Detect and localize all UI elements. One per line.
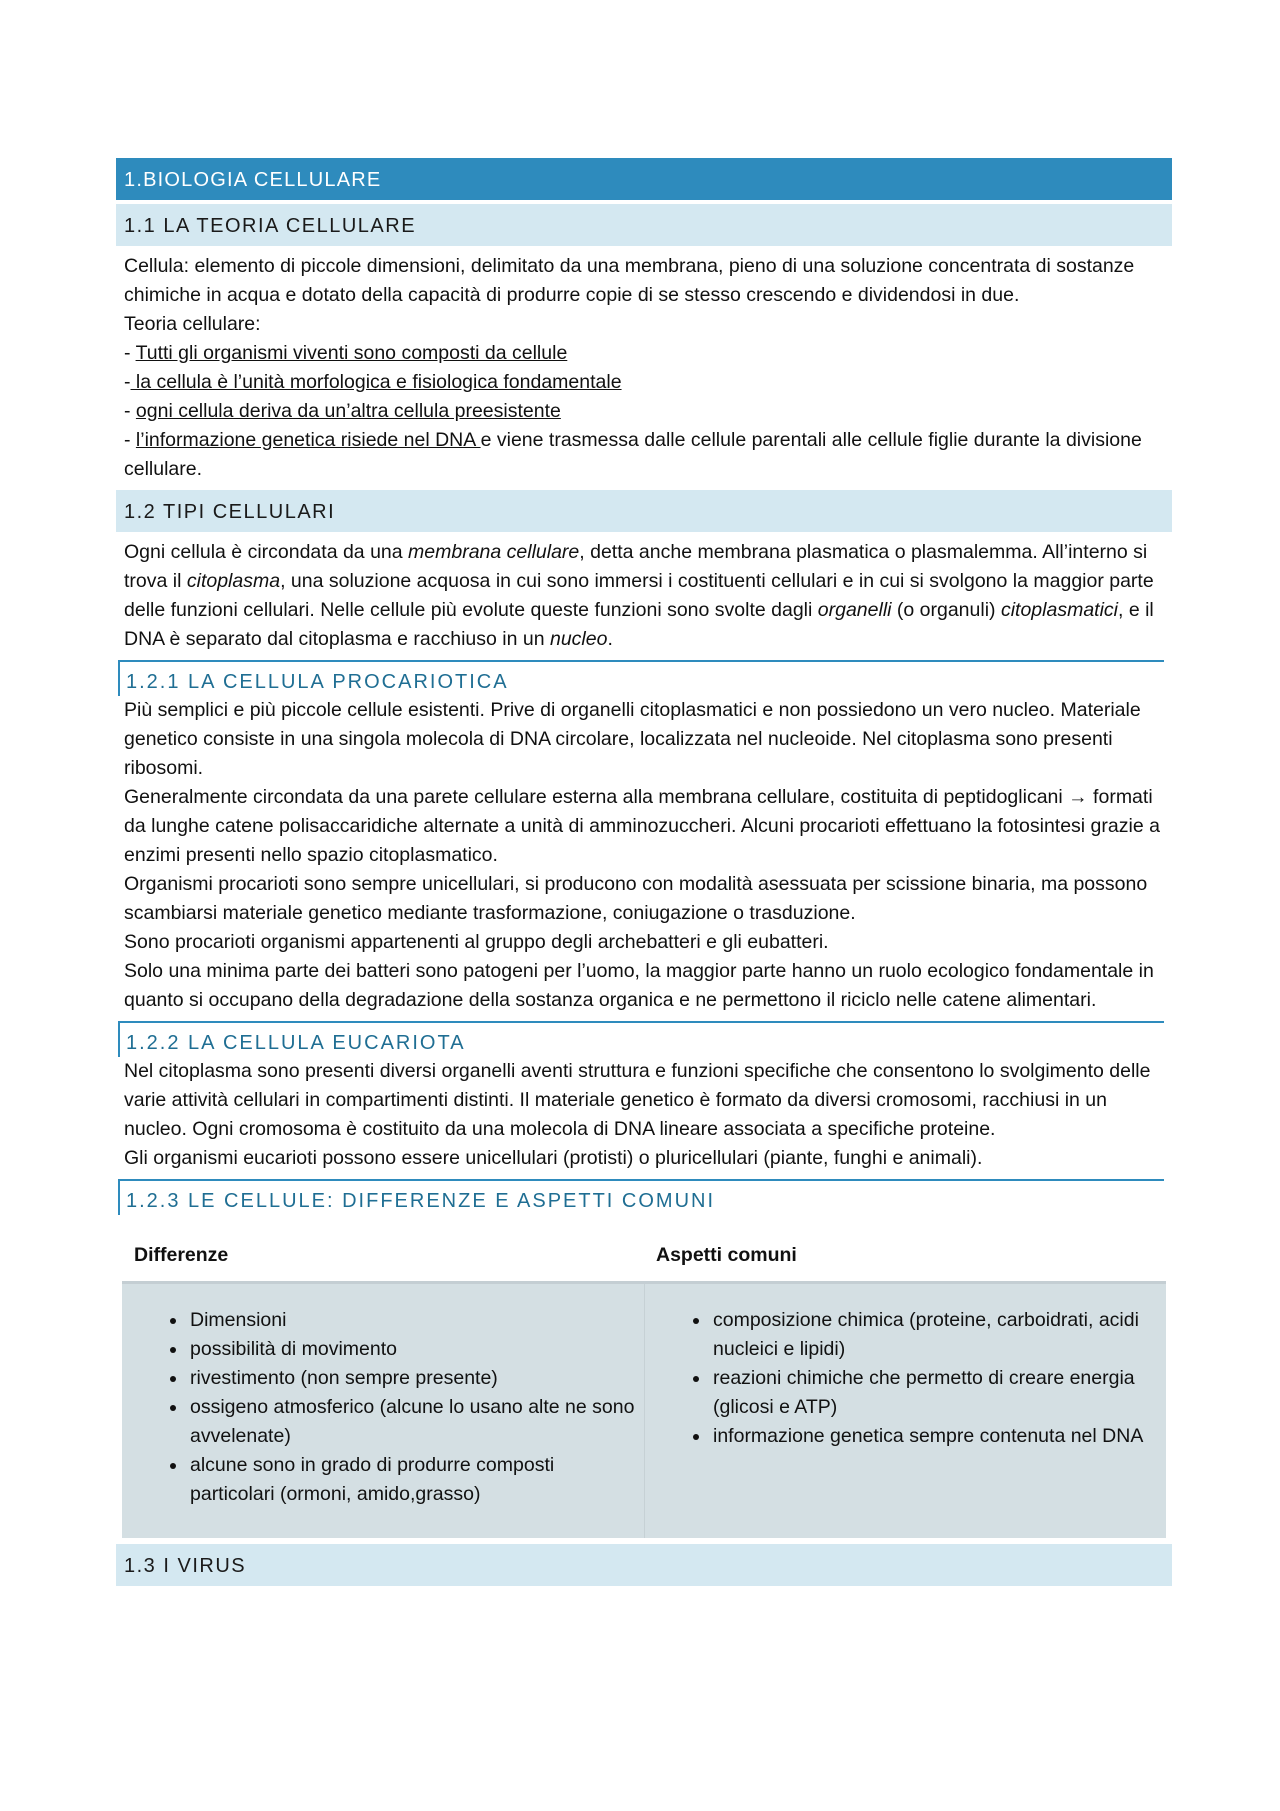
eukaryote-body — [116, 1057, 1172, 1173]
text-run: , una soluzione acquosa in cui sono immersi i costituenti cellulari e in cui si svolgono la maggior parte delle funzioni cellulari. Nelle cellule più evolute queste funzioni sono svolte dagli — [124, 570, 1154, 621]
common-list — [645, 1306, 1166, 1451]
list-item: • rivestimento (non sempre presente) — [188, 1364, 644, 1393]
text-run: . — [607, 628, 613, 650]
theory-item-text: Tutti gli organismi viventi sono composti da cellule — [135, 342, 568, 364]
list-item: • alcune sono in grado di produrre composti particolari (ormoni, amido,grasso) — [188, 1451, 644, 1509]
differences-list — [122, 1306, 644, 1509]
table-header-row — [122, 1233, 1166, 1284]
section-heading-1-3: 1.3 I VIRUS — [116, 1544, 1172, 1586]
subsection-heading-1-2-1: 1.2.1 LA CELLULA PROCARIOTICA — [118, 660, 1164, 696]
text-run: (o organuli) — [891, 599, 1001, 621]
common-cell — [644, 1284, 1166, 1538]
cell-definition-paragraph: Cellula: elemento di piccole dimensioni, delimitato da una membrana, pieno di una soluzione concentrata di sostanze chimiche in acqua e dotato della capacità di produrre copie di se stesso crescendo e dividendosi in due. — [124, 255, 1135, 306]
differences-cell — [122, 1284, 644, 1538]
theory-item: - ogni cellula deriva da un’altra cellula preesistente — [124, 400, 561, 422]
subsection-heading-1-2-3: 1.2.3 LE CELLULE: DIFFERENZE E ASPETTI COMUNI — [118, 1179, 1164, 1215]
text-run: , e il DNA è separato dal citoplasma e racchiuso in un — [124, 599, 1154, 650]
text-run: , detta anche membrana plasmatica o plasmalemma. All’interno si trova il — [124, 541, 1148, 592]
text-run: formati da lunghe catene polisaccaridiche alternate a unità di amminozuccheri. Alcuni procarioti effettuano la fotosintesi grazie a enzimi presenti nello spazio citoplasmatico. — [124, 786, 1160, 866]
eukaryote-paragraph: Nel citoplasma sono presenti diversi organelli aventi struttura e funzioni specifiche che consentono lo svolgimento delle varie attività cellulari in compartimenti distinti. Il materiale genetico è formato da diversi cromosomi, racchiusi in un nucleo. Ogni cromosoma è costituito da una molecola di DNA lineare associata a specifiche proteine. — [124, 1060, 1151, 1140]
cell-theory-intro: Teoria cellulare: — [124, 313, 261, 335]
prokaryote-body — [116, 696, 1172, 1015]
chapter-heading: 1.BIOLOGIA CELLULARE — [116, 158, 1172, 200]
list-item: • Dimensioni — [188, 1306, 644, 1335]
text-run: Ogni cellula è circondata da una — [124, 541, 409, 563]
text-run: Generalmente circondata da una parete cellulare esterna alla membrana cellulare, costituita di peptidoglicani — [124, 786, 1069, 808]
theory-item: - Tutti gli organismi viventi sono composti da cellule — [124, 342, 568, 364]
table-body-row — [122, 1284, 1166, 1538]
term-cytoplasmic: citoplasmatici — [1000, 599, 1118, 621]
arrow-icon: → — [1068, 786, 1088, 808]
term-organelles: organelli — [817, 599, 892, 621]
prokaryote-paragraph: Più semplici e più piccole cellule esistenti. Prive di organelli citoplasmatici e non possiedono un vero nucleo. Materiale genetico consiste in una singola molecola di DNA circolare, localizzata nel nucleoide. Nel citoplasma sono presenti ribosomi. — [124, 699, 1141, 779]
prokaryote-paragraph — [124, 783, 1164, 870]
list-item: • reazioni chimiche che permetto di creare energia (glicosi e ATP) — [711, 1364, 1166, 1422]
theory-item: - la cellula è l’unità morfologica e fisiologica fondamentale — [124, 371, 622, 393]
cell-types-paragraph — [116, 538, 1172, 654]
term-cytoplasm: citoplasma — [186, 570, 281, 592]
prokaryote-paragraph: Sono procarioti organismi appartenenti al gruppo degli archebatteri e gli eubatteri. — [124, 931, 829, 953]
column-header-differences: Differenze — [134, 1244, 229, 1266]
section-heading-1-2: 1.2 TIPI CELLULARI — [116, 490, 1172, 532]
list-item: • composizione chimica (proteine, carboidrati, acidi nucleici e lipidi) — [711, 1306, 1166, 1364]
section-heading-1-1: 1.1 LA TEORIA CELLULARE — [116, 204, 1172, 246]
theory-item-text: la cellula è l’unità morfologica e fisiologica fondamentale — [130, 371, 622, 393]
list-item: • informazione genetica sempre contenuta nel DNA — [711, 1422, 1166, 1451]
section-1-1-body — [116, 252, 1172, 484]
theory-item-text: ogni cellula deriva da un’altra cellula preesistente — [135, 400, 561, 422]
subsection-heading-1-2-2: 1.2.2 LA CELLULA EUCARIOTA — [118, 1021, 1164, 1057]
term-membrane: membrana cellulare — [408, 541, 580, 563]
theory-item-rest: e viene trasmessa dalle cellule parentali alle cellule figlie durante la divisione cellulare. — [124, 429, 1142, 480]
column-header-common: Aspetti comuni — [656, 1244, 797, 1266]
term-nucleus: nucleo — [549, 628, 608, 650]
comparison-table — [122, 1233, 1166, 1538]
eukaryote-paragraph: Gli organismi eucarioti possono essere unicellulari (protisti) o pluricellulari (piante, funghi e animali). — [124, 1147, 983, 1169]
prokaryote-paragraph: Solo una minima parte dei batteri sono patogeni per l’uomo, la maggior parte hanno un ruolo ecologico fondamentale in quanto si occupano della degradazione della sostanza organica e ne permettono il riciclo nelle catene alimentari. — [124, 960, 1154, 1011]
document-content — [116, 158, 1172, 1586]
list-item: • ossigeno atmosferico (alcune lo usano alte ne sono avvelenate) — [188, 1393, 644, 1451]
prokaryote-paragraph: Organismi procarioti sono sempre unicellulari, si producono con modalità asessuata per scissione binaria, ma possono scambiarsi materiale genetico mediante trasformazione, coniugazione o trasduzione. — [124, 873, 1148, 924]
theory-item: - l’informazione genetica risiede nel DNA e viene trasmessa dalle cellule parentali alle cellule figlie durante la divisione cellulare. — [124, 429, 1142, 480]
list-item: • possibilità di movimento — [188, 1335, 644, 1364]
theory-item-text: l’informazione genetica risiede nel DNA — [135, 429, 481, 451]
